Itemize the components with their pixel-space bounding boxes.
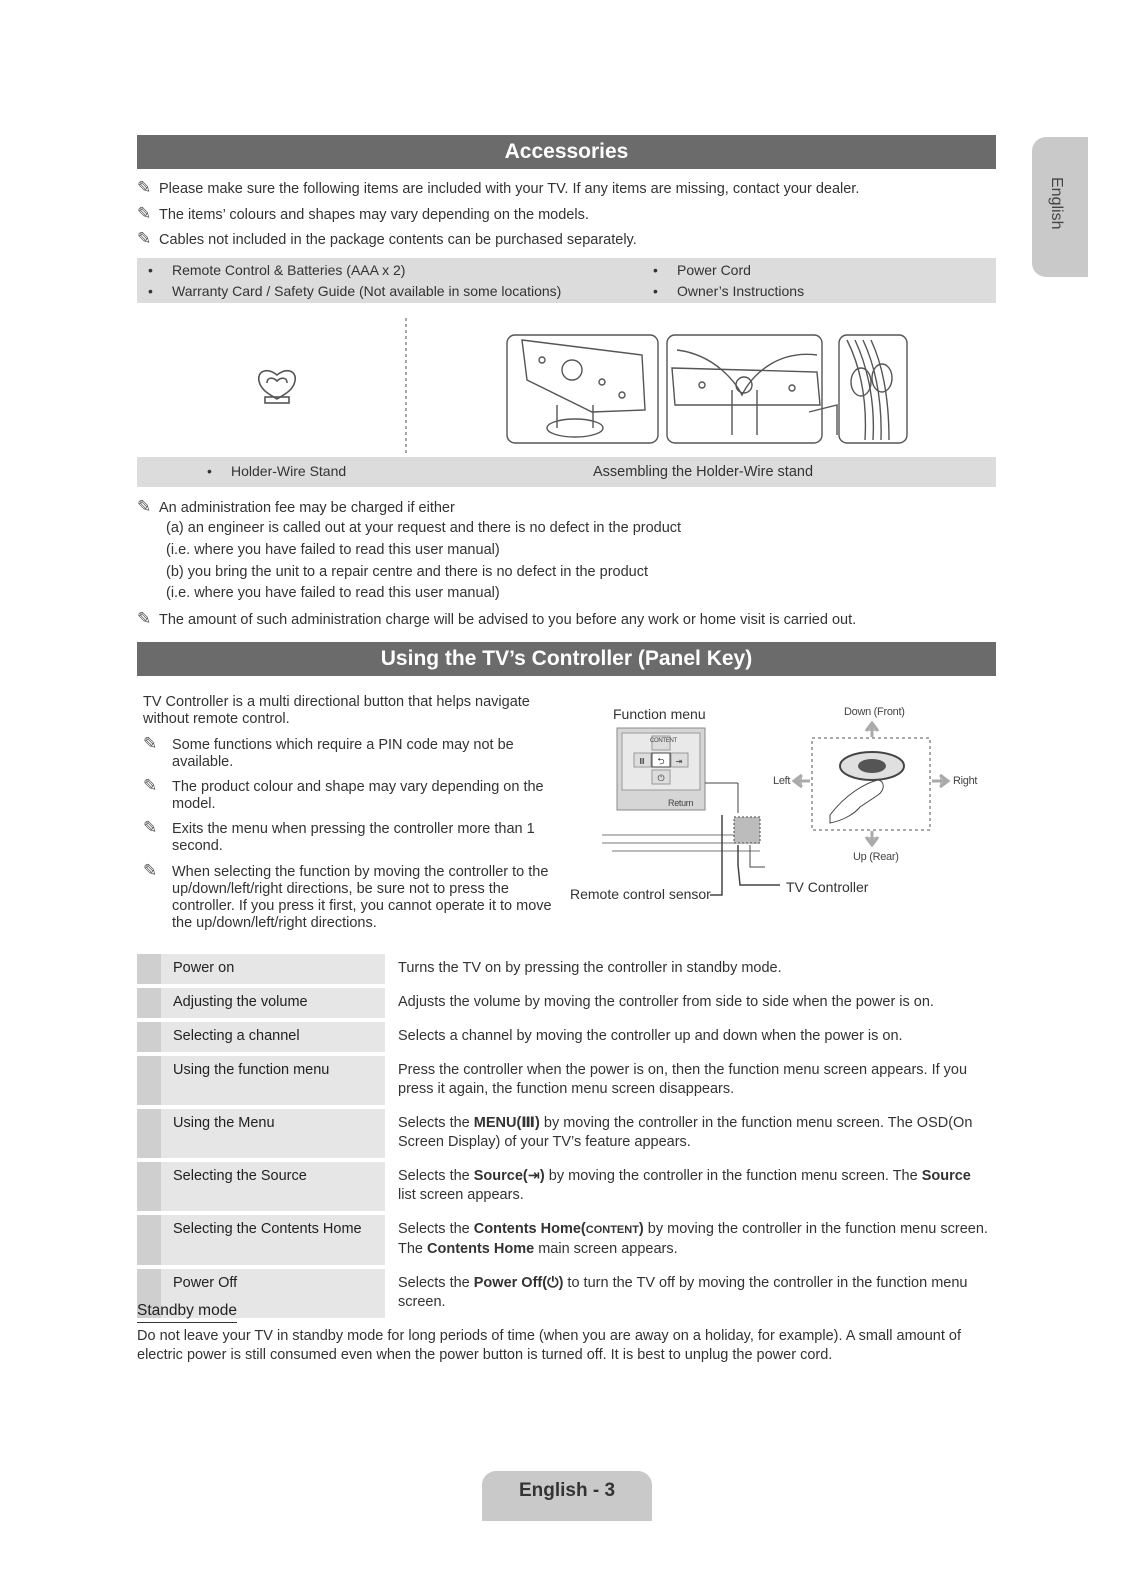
function-desc: Turns the TV on by pressing the controller in standby mode.	[398, 960, 782, 976]
table-row	[137, 1056, 996, 1105]
return-label: Return	[668, 798, 694, 808]
accessories-note: ✎ Cables not included in the package contents can be purchased separately.	[137, 229, 637, 248]
pencil-note-icon: ✎	[137, 204, 152, 223]
controller-diagram	[560, 695, 990, 910]
list-item: • Warranty Card / Safety Guide (Not available in some locations)	[148, 283, 562, 299]
page-number-tab: English - 3	[482, 1471, 652, 1521]
function-label: Selecting the Contents Home	[161, 1215, 385, 1265]
tv-controller-label: TV Controller	[786, 879, 869, 895]
table-row	[137, 1215, 996, 1265]
controller-header: Using the TV’s Controller (Panel Key)	[137, 642, 996, 676]
controller-function-table	[137, 950, 996, 1322]
function-label: Selecting a channel	[161, 1022, 385, 1052]
content-icon: CONTENT	[585, 1224, 639, 1236]
fee-line: (i.e. where you have failed to read this user manual)	[166, 542, 500, 558]
language-label: English	[1048, 177, 1065, 230]
function-label: Selecting the Source	[161, 1162, 385, 1211]
assembly-step-3-icon	[839, 335, 907, 443]
pencil-note-icon: ✎	[143, 818, 158, 837]
fee-note: ✎ An administration fee may be charged if either	[137, 497, 455, 516]
pencil-note-icon: ✎	[137, 497, 152, 516]
assembly-step-1-icon	[507, 335, 658, 443]
function-desc: Selects the Source(⇥) by moving the controller in the function menu screen. The Source list screen appears.	[398, 1168, 971, 1203]
holder-wire-stand-icon	[259, 371, 296, 403]
function-desc: Adjusts the volume by moving the controller from side to side when the power is on.	[398, 994, 934, 1010]
controller-note: ✎ When selecting the function by moving the controller to the up/down/left/right directions, be sure not to press the controller. If you press it first, you cannot operate it to move the up/down/left/right directions.	[143, 861, 552, 931]
svg-text:Ⅲ: Ⅲ	[639, 757, 645, 766]
accessory-illustrations	[137, 310, 996, 458]
fee-line: (a) an engineer is called out at your request and there is no defect in the product	[166, 520, 682, 536]
function-desc: Selects the Power Off(⏻) to turn the TV off by moving the controller in the function menu screen.	[398, 1275, 968, 1310]
standby-title: Standby mode	[137, 1302, 237, 1323]
source-icon: ⇥	[527, 1168, 540, 1184]
right-label: Right	[953, 775, 978, 787]
pencil-note-icon: ✎	[137, 178, 152, 197]
assembly-step-2-icon	[667, 335, 837, 443]
controller-intro: TV Controller is a multi directional button that helps navigate without remote control.	[143, 694, 530, 727]
pencil-note-icon: ✎	[143, 776, 158, 795]
function-label: Using the Menu	[161, 1109, 385, 1158]
left-label: Left	[773, 775, 791, 787]
list-item: • Remote Control & Batteries (AAA x 2)	[148, 262, 406, 278]
controller-note: ✎ Some functions which require a PIN code may not be available.	[143, 734, 514, 770]
function-label: Power Off	[161, 1269, 385, 1318]
list-item: • Holder-Wire Stand	[207, 463, 347, 479]
table-row	[137, 954, 996, 984]
fee-line: (i.e. where you have failed to read this user manual)	[166, 585, 500, 601]
standby-text: Do not leave your TV in standby mode for long periods of time (when you are away on a holiday, for example). A small amount of electric power is still consumed even when the power button is turned off. It is best to unplug the power cord.	[137, 1328, 961, 1363]
down-front-label: Down (Front)	[844, 706, 905, 718]
pencil-note-icon: ✎	[137, 609, 152, 628]
pencil-note-icon: ✎	[143, 861, 158, 880]
accessories-note: ✎ Please make sure the following items are included with your TV. If any items are missing, contact your dealer.	[137, 178, 860, 197]
remote-sensor-label: Remote control sensor	[570, 886, 711, 902]
table-row	[137, 1109, 996, 1158]
accessories-header: Accessories	[137, 135, 996, 169]
list-item: • Owner’s Instructions	[653, 283, 805, 299]
accessories-note: ✎ The items’ colours and shapes may vary depending on the models.	[137, 204, 589, 223]
content-key-label: CONTENT	[650, 738, 677, 744]
charge-note: ✎ The amount of such administration charge will be advised to you before any work or home visit is carried out.	[137, 609, 857, 628]
function-desc: Press the controller when the power is on, then the function menu screen appears. If you press it again, the function menu screen disappears.	[398, 1062, 968, 1097]
menu-icon: Ⅲ	[521, 1115, 536, 1131]
svg-text:⇥: ⇥	[675, 757, 683, 766]
power-icon: ⏻	[547, 1275, 559, 1291]
table-row	[137, 1269, 996, 1318]
language-side-tab	[1032, 137, 1088, 277]
list-item: • Power Cord	[653, 262, 751, 278]
function-label: Power on	[161, 954, 385, 984]
pencil-note-icon: ✎	[143, 734, 158, 753]
function-label: Adjusting the volume	[161, 988, 385, 1018]
assembling-caption: Assembling the Holder-Wire stand	[593, 464, 814, 480]
function-desc: Selects the Contents Home(CONTENT) by moving the controller in the function menu screen. The Contents Home main screen appears.	[398, 1221, 988, 1257]
svg-text:⮌: ⮌	[657, 757, 665, 767]
function-desc: Selects the MENU(Ⅲ) by moving the controller in the function menu screen. The OSD(On Screen Display) of your TV’s feature appears.	[398, 1115, 973, 1150]
fee-line: (b) you bring the unit to a repair centre and there is no defect in the product	[166, 564, 649, 580]
up-rear-label: Up (Rear)	[853, 851, 899, 863]
function-label: Using the function menu	[161, 1056, 385, 1105]
function-desc: Selects a channel by moving the controller up and down when the power is on.	[398, 1028, 903, 1044]
table-row	[137, 988, 996, 1018]
controller-note: ✎ Exits the menu when pressing the controller more than 1 second.	[143, 818, 535, 854]
svg-text:⏻: ⏻	[657, 774, 665, 784]
pencil-note-icon: ✎	[137, 229, 152, 248]
function-menu-label: Function menu	[613, 706, 706, 722]
controller-note: ✎ The product colour and shape may vary depending on the model.	[143, 776, 544, 812]
table-row	[137, 1022, 996, 1052]
table-row	[137, 1162, 996, 1211]
